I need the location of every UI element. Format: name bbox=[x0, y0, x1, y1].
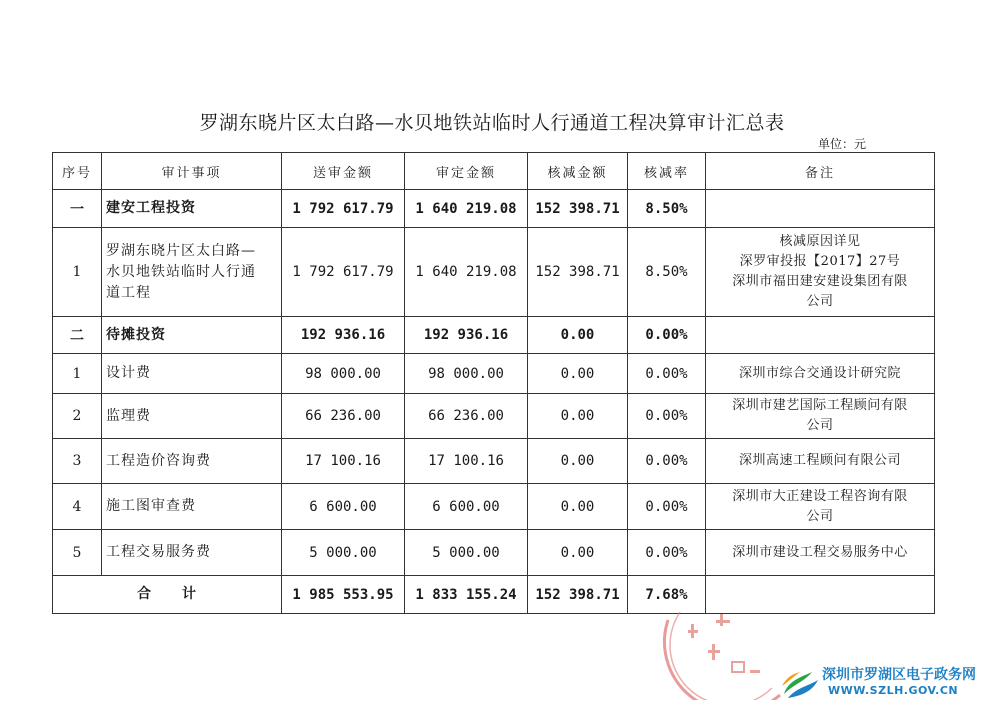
row-rate: 0.00% bbox=[628, 354, 706, 394]
row-approved: 66 236.00 bbox=[405, 394, 528, 439]
row-submitted: 5 000.00 bbox=[282, 530, 405, 576]
header-item: 审计事项 bbox=[102, 153, 282, 190]
table-row bbox=[53, 484, 935, 530]
watermark-url: WWW.SZLH.GOV.CN bbox=[828, 684, 959, 697]
header-note: 备注 bbox=[706, 153, 935, 190]
row-reduced: 0.00 bbox=[528, 354, 628, 394]
row-reduced: 152 398.71 bbox=[528, 228, 628, 317]
row-approved: 5 000.00 bbox=[405, 530, 528, 576]
szlh-logo-icon bbox=[778, 664, 822, 704]
row-rate: 0.00% bbox=[628, 484, 706, 530]
row-note: 深圳市建设工程交易服务中心 bbox=[706, 530, 935, 576]
row-rate: 0.00% bbox=[628, 530, 706, 576]
row-rate: 0.00% bbox=[628, 394, 706, 439]
row-approved: 6 600.00 bbox=[405, 484, 528, 530]
table-row bbox=[53, 228, 935, 317]
total-rate: 7.68% bbox=[628, 576, 706, 614]
row-no: 3 bbox=[53, 439, 102, 484]
row-submitted: 1 792 617.79 bbox=[282, 190, 405, 228]
total-label: 合 计 bbox=[53, 576, 282, 614]
row-reduced: 0.00 bbox=[528, 394, 628, 439]
row-approved: 192 936.16 bbox=[405, 317, 528, 354]
row-submitted: 1 792 617.79 bbox=[282, 228, 405, 317]
row-submitted: 66 236.00 bbox=[282, 394, 405, 439]
row-item: 工程交易服务费 bbox=[102, 530, 282, 576]
row-item: 罗湖东晓片区太白路— 水贝地铁站临时人行通 道工程 bbox=[102, 228, 282, 317]
row-item: 设计费 bbox=[102, 354, 282, 394]
header-rate: 核减率 bbox=[628, 153, 706, 190]
table-row bbox=[53, 439, 935, 484]
szlh-watermark bbox=[778, 664, 978, 704]
row-no: 4 bbox=[53, 484, 102, 530]
row-item: 建安工程投资 bbox=[102, 190, 282, 228]
row-submitted: 98 000.00 bbox=[282, 354, 405, 394]
row-item: 待摊投资 bbox=[102, 317, 282, 354]
row-no: 1 bbox=[53, 354, 102, 394]
row-submitted: 192 936.16 bbox=[282, 317, 405, 354]
row-note bbox=[706, 317, 935, 354]
row-no: 一 bbox=[53, 190, 102, 228]
row-reduced: 152 398.71 bbox=[528, 190, 628, 228]
row-reduced: 0.00 bbox=[528, 439, 628, 484]
row-rate: 8.50% bbox=[628, 228, 706, 317]
row-approved: 1 640 219.08 bbox=[405, 190, 528, 228]
header-no: 序号 bbox=[53, 153, 102, 190]
row-rate: 8.50% bbox=[628, 190, 706, 228]
table-row bbox=[53, 190, 935, 228]
table-row bbox=[53, 394, 935, 439]
audit-summary-table bbox=[52, 152, 935, 614]
row-note: 核减原因详见 深罗审投报【2017】27号 深圳市福田建安建设集团有限 公司 bbox=[706, 228, 935, 317]
header-submitted: 送审金额 bbox=[282, 153, 405, 190]
row-approved: 98 000.00 bbox=[405, 354, 528, 394]
row-no: 二 bbox=[53, 317, 102, 354]
document-title: 罗湖东晓片区太白路—水贝地铁站临时人行通道工程决算审计汇总表 bbox=[199, 112, 785, 134]
table-row bbox=[53, 530, 935, 576]
row-note bbox=[706, 190, 935, 228]
total-approved: 1 833 155.24 bbox=[405, 576, 528, 614]
header-reduced: 核减金额 bbox=[528, 153, 628, 190]
header-approved: 审定金额 bbox=[405, 153, 528, 190]
row-rate: 0.00% bbox=[628, 317, 706, 354]
row-note: 深圳市大正建设工程咨询有限 公司 bbox=[706, 484, 935, 530]
row-reduced: 0.00 bbox=[528, 484, 628, 530]
table-header-row bbox=[53, 153, 935, 190]
watermark-title: 深圳市罗湖区电子政务网 bbox=[822, 667, 976, 683]
row-submitted: 17 100.16 bbox=[282, 439, 405, 484]
row-approved: 1 640 219.08 bbox=[405, 228, 528, 317]
row-rate: 0.00% bbox=[628, 439, 706, 484]
row-reduced: 0.00 bbox=[528, 317, 628, 354]
row-note: 深圳市建艺国际工程顾问有限 公司 bbox=[706, 394, 935, 439]
row-item: 监理费 bbox=[102, 394, 282, 439]
row-item: 工程造价咨询费 bbox=[102, 439, 282, 484]
table-total-row bbox=[53, 576, 935, 614]
table-row bbox=[53, 354, 935, 394]
table-row bbox=[53, 317, 935, 354]
unit-label: 单位：元 bbox=[817, 137, 866, 151]
row-reduced: 0.00 bbox=[528, 530, 628, 576]
row-no: 2 bbox=[53, 394, 102, 439]
row-submitted: 6 600.00 bbox=[282, 484, 405, 530]
row-approved: 17 100.16 bbox=[405, 439, 528, 484]
row-note: 深圳市综合交通设计研究院 bbox=[706, 354, 935, 394]
row-item: 施工图审查费 bbox=[102, 484, 282, 530]
total-submitted: 1 985 553.95 bbox=[282, 576, 405, 614]
total-reduced: 152 398.71 bbox=[528, 576, 628, 614]
row-note: 深圳高速工程顾问有限公司 bbox=[706, 439, 935, 484]
row-no: 5 bbox=[53, 530, 102, 576]
red-seal-stamp bbox=[660, 600, 790, 700]
row-no: 1 bbox=[53, 228, 102, 317]
